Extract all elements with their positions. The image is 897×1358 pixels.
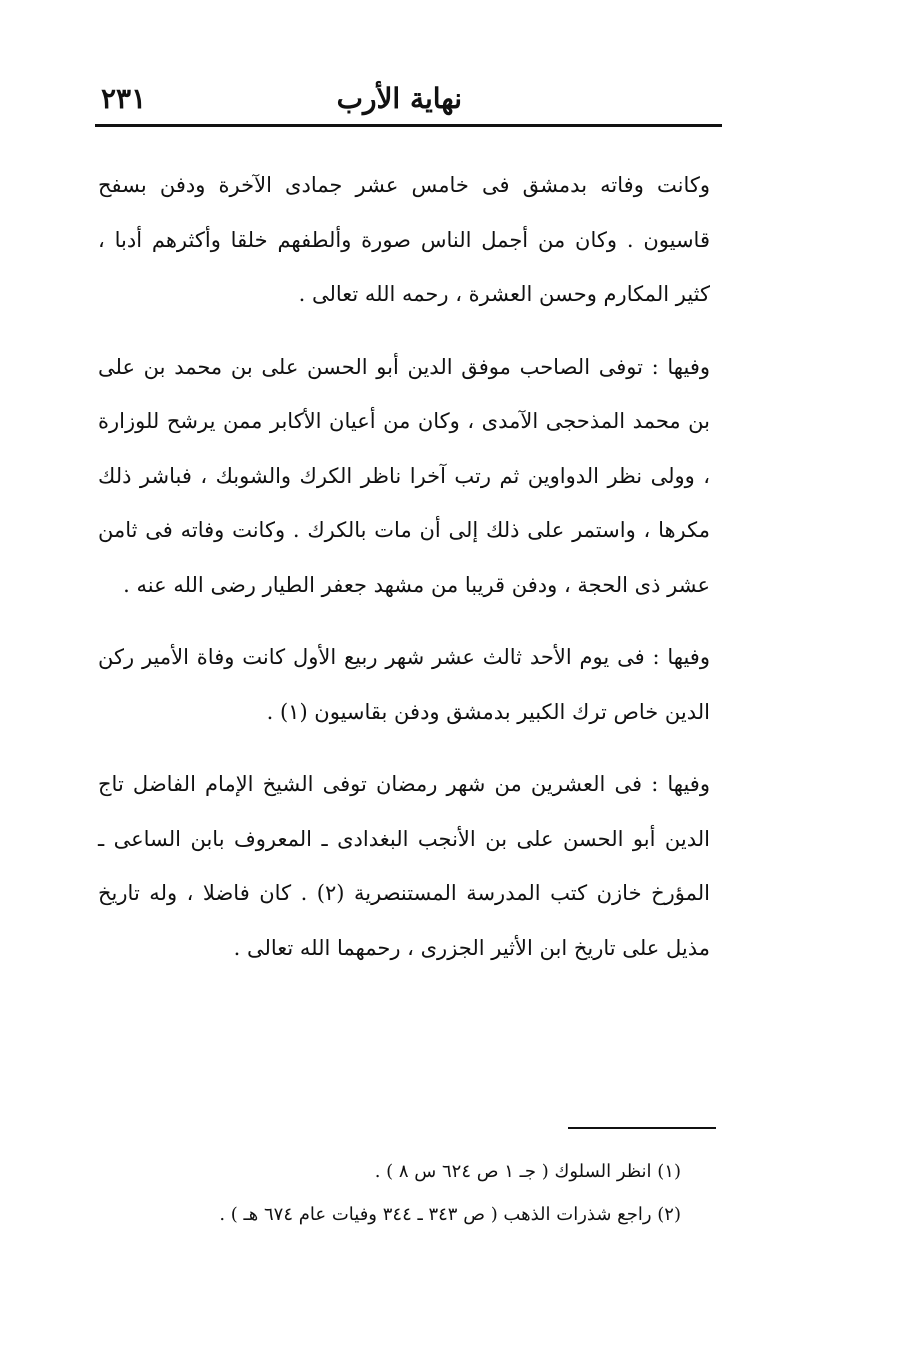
running-title: نهاية الأرب [336, 82, 462, 115]
header-rule [95, 124, 722, 127]
page-number: ٢٣١ [101, 82, 147, 115]
footnote-rule [568, 1127, 716, 1129]
footnote-2: (٢) راجع شذرات الذهب ( ص ٣٤٣ ـ ٣٤٤ وفيات عام ٦٧٤ هـ ) . [219, 1204, 681, 1225]
paragraph-muwaffaq-al-din: وفيها : توفى الصاحب موفق الدين أبو الحسن على بن محمد بن على بن محمد المذحجى الآمدى ، وكان من أعيان الأكابر ممن يرشح للوزارة ، وولى نظر الدواوين ثم رتب آخرا ناظر الكرك والشوبك ، فباشر ذلك مكرها ، واستمر على ذلك إلى أن مات بالكرك . وكانت وفاته فى ثامن عشر ذى الحجة ، ودفن قريبا من مشهد جعفر الطيار رضى الله عنه . [98, 354, 710, 597]
footnote-1: (١) انظر السلوك ( جـ ١ ص ٦٢٤ س ٨ ) . [374, 1161, 681, 1182]
page-header [95, 78, 722, 122]
paragraph-death-damascus: وكانت وفاته بدمشق فى خامس عشر جمادى الآخرة ودفن بسفح قاسيون . وكان من أجمل الناس صورة وألطفهم خلقا وأكثرهم أدبا ، كثير المكارم وحسن العشرة ، رحمه الله تعالى . [98, 173, 710, 306]
paragraph-rukn-al-din: وفيها : فى يوم الأحد ثالث عشر شهر ربيع الأول كانت وفاة الأمير ركن الدين خاص ترك الكبير بدمشق ودفن بقاسيون (١) . [98, 645, 710, 724]
paragraph-taj-al-din: وفيها : فى العشرين من شهر رمضان توفى الشيخ الإمام الفاضل تاج الدين أبو الحسن على بن الأنجب البغدادى ـ المعروف بابن الساعى ـ المؤرخ خازن كتب المدرسة المستنصرية (٢) . كان فاضلا ، وله تاريخ مذيل على تاريخ ابن الأثير الجزرى ، رحمهما الله تعالى . [98, 772, 710, 960]
footnotes [161, 1150, 681, 1236]
main-text [98, 158, 710, 993]
